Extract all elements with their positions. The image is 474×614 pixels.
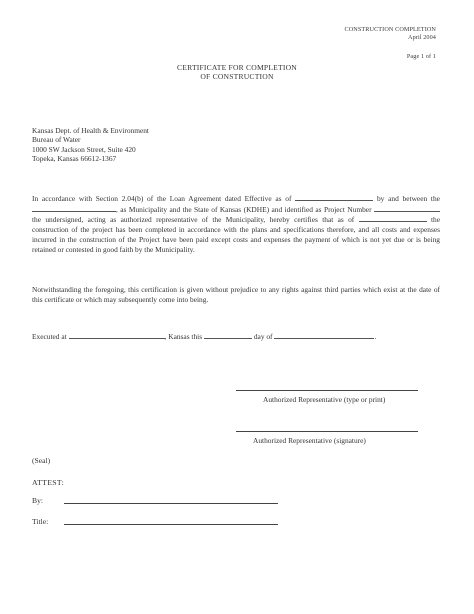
effective-date-blank[interactable]	[295, 193, 373, 201]
header-date: April 2004	[408, 34, 436, 41]
p1-text-e: the undersigned, acting as authorized representative of the Municipality, hereby certifies that as of	[32, 215, 355, 225]
certification-paragraph	[32, 193, 440, 254]
representative-name-line[interactable]	[236, 390, 418, 391]
header-page-number: Page 1 of 1	[406, 53, 436, 60]
representative-name-label: Authorized Representative (type or print)	[263, 395, 386, 404]
executed-day-blank[interactable]	[204, 331, 252, 339]
completion-date-blank[interactable]	[359, 214, 427, 222]
executed-prefix: Executed at	[32, 332, 67, 341]
executed-kansas-this: , Kansas this	[164, 332, 203, 341]
address-line-2: Bureau of Water	[32, 135, 81, 145]
executed-month-year-blank[interactable]	[274, 331, 377, 341]
p1-text-d: and identified as Project Number	[271, 204, 372, 214]
attest-by-label: By:	[32, 496, 43, 505]
prejudice-paragraph: Notwithstanding the foregoing, this certification is given without prejudice to any rights against third parties which exist at the date of this certificate or which may subsequently come into being.	[32, 285, 440, 304]
attest-title-line[interactable]	[64, 524, 278, 525]
representative-signature-line[interactable]	[236, 431, 418, 432]
recipient-address	[32, 126, 149, 163]
attest-by-line[interactable]	[64, 503, 278, 504]
attest-heading: ATTEST:	[32, 478, 65, 487]
certificate-title-line1: CERTIFICATE FOR COMPLETION	[177, 63, 297, 72]
address-line-4: Topeka, Kansas 66612-1367	[32, 153, 117, 163]
executed-day-of: day of	[253, 332, 273, 341]
p1-text-a: In accordance with Section 2.04(b) of the Loan Agreement dated Effective as of	[32, 194, 292, 203]
header-doc-label: CONSTRUCTION COMPLETION	[344, 26, 436, 33]
p1-text-b: by and between the	[376, 194, 440, 203]
seal-label: (Seal)	[32, 456, 51, 465]
representative-signature-label: Authorized Representative (signature)	[253, 436, 366, 445]
address-line-1: Kansas Dept. of Health & Environment	[32, 126, 149, 135]
executed-suffix: .	[374, 332, 377, 341]
p1-text-f: the construction of the project has been completed in accordance with the plans and specifications therefore, and all costs and expenses incurred in the construction of the Project have been paid except costs and expenses the payment of which is not yet due or is being retained or contested in good faith by the Municipality.	[32, 215, 440, 254]
municipality-blank[interactable]	[32, 204, 116, 212]
executed-location-blank[interactable]	[69, 331, 165, 339]
p1-text-c: , as Municipality and the State of Kansas (KDHE)	[116, 204, 270, 214]
address-line-3: 1000 SW Jackson Street, Suite 420	[32, 144, 136, 154]
certificate-title-line2: OF CONSTRUCTION	[200, 72, 274, 81]
attest-title-label: Title:	[32, 517, 49, 526]
project-number-blank[interactable]	[374, 204, 440, 212]
executed-line	[32, 331, 376, 342]
